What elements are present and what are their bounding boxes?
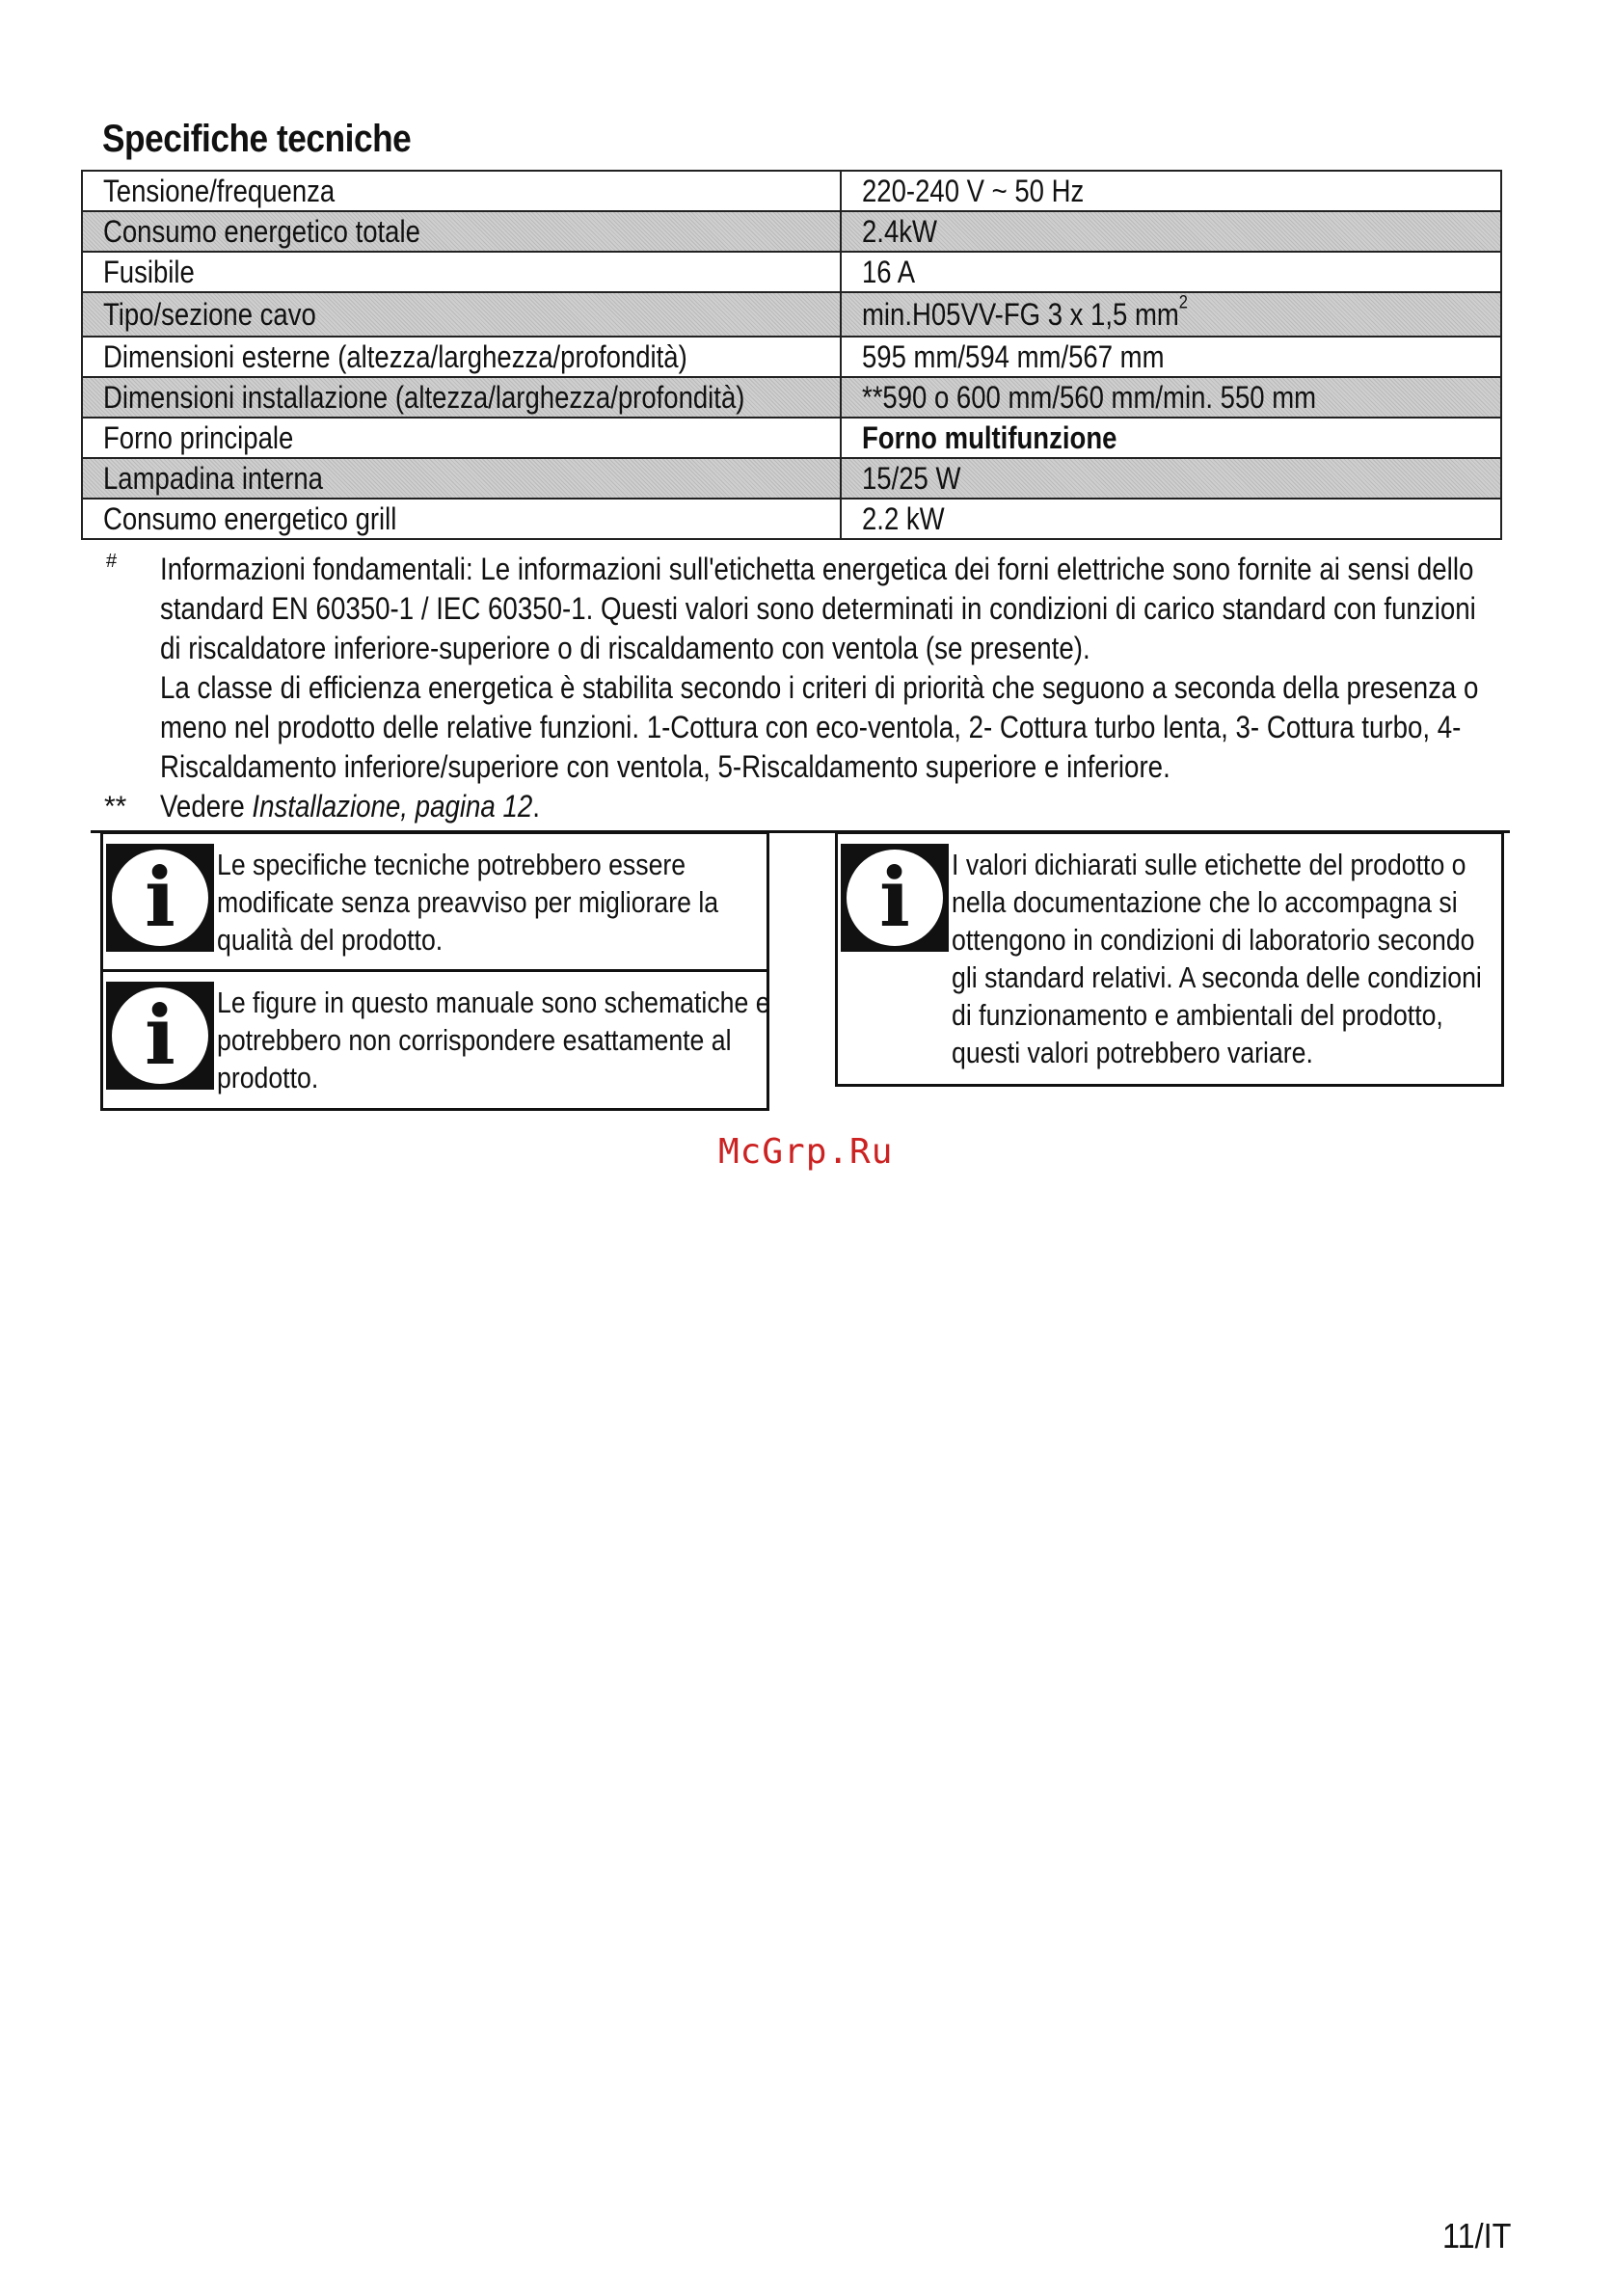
spec-value: 220-240 V ~ 50 Hz <box>841 171 1501 211</box>
spec-value: 15/25 W <box>841 458 1501 499</box>
info-note-text: I valori dichiarati sulle etichette del prodotto o nella documentazione che lo accompagna si ottengono in condizioni di laboratorio secondo gli standard relativi. A seconda delle condizioni di funzionamento e ambientali del prodotto, questi valori potrebbero variare. <box>952 848 1482 1069</box>
spec-value: 16 A <box>841 252 1501 292</box>
info-icon: i <box>106 982 214 1090</box>
footnote-paragraph: Informazioni fondamentali: Le informazioni sull'etichetta energetica dei forni elettriche sono fornite ai sensi dello standard EN 60350-1 / IEC 60350-1. Questi valori sono determinati in condizioni di carico standard con funzioni di riscaldatore inferiore-superiore o di riscaldamento con ventola (se presente). <box>160 552 1476 665</box>
cross-reference: Installazione, pagina 12 <box>252 789 533 824</box>
footnote-mark: ** <box>104 791 127 823</box>
info-icon: i <box>106 844 214 952</box>
spec-label: Consumo energetico grill <box>82 499 841 539</box>
table-row <box>82 211 1501 252</box>
spec-value: min.H05VV-FG 3 x 1,5 $mm^2$ <box>841 292 1501 337</box>
spec-label: Dimensioni installazione (altezza/larghezza/profondità) <box>82 377 841 418</box>
spec-value: 2.2 kW <box>841 499 1501 539</box>
spec-table <box>81 170 1502 540</box>
spec-label: Lampadina interna <box>82 458 841 499</box>
page-title: Specifiche tecniche <box>102 118 412 160</box>
table-row <box>82 337 1501 377</box>
spec-label: Fusibile <box>82 252 841 292</box>
table-row <box>82 171 1501 211</box>
page-number: 11/IT <box>1442 2216 1512 2255</box>
table-row <box>82 252 1501 292</box>
info-box-left <box>100 831 769 1111</box>
info-box-right <box>835 831 1504 1087</box>
info-icon: i <box>841 844 949 952</box>
footnote-mark: # <box>106 551 118 572</box>
spec-value: 595 mm/594 mm/567 mm <box>841 337 1501 377</box>
spec-value: **590 o 600 mm/560 mm/min. 550 mm <box>841 377 1501 418</box>
info-note-text: Le specifiche tecniche potrebbero essere modificate senza preavviso per migliorare la qualità del prodotto. <box>217 848 719 957</box>
footnotes <box>96 550 1514 826</box>
table-row <box>82 499 1501 539</box>
watermark-text: McGrp.Ru <box>718 1132 894 1172</box>
info-note-text: Le figure in questo manuale sono schematiche e potrebbero non corrispondere esattamente al prodotto. <box>217 986 770 1094</box>
table-row <box>82 292 1501 337</box>
table-row <box>82 458 1501 499</box>
footnote-hash <box>96 550 1514 787</box>
table-row <box>82 377 1501 418</box>
spec-label: Tensione/frequenza <box>82 171 841 211</box>
spec-label: Consumo energetico totale <box>82 211 841 252</box>
info-note <box>103 969 770 1105</box>
table-row <box>82 418 1501 458</box>
spec-label: Forno principale <box>82 418 841 458</box>
info-note <box>838 834 1501 1084</box>
spec-value: 2.4kW <box>841 211 1501 252</box>
spec-label: Tipo/sezione cavo <box>82 292 841 337</box>
footnote-paragraph: La classe di efficienza energetica è stabilita secondo i criteri di priorità che seguono a seconda della presenza o meno nel prodotto delle relative funzioni. 1-Cottura con eco-ventola, 2- Cottura turbo lenta, 3- Cottura turbo, 4- Riscaldamento inferiore/superiore con ventola, 5-Riscaldamento superiore e inferiore. <box>160 670 1479 784</box>
spec-value: Forno multifunzione <box>841 418 1501 458</box>
superscript: 2 <box>1178 292 1188 313</box>
spec-label: Dimensioni esterne (altezza/larghezza/profondità) <box>82 337 841 377</box>
footnote-star: ** Vedere Installazione, pagina 12. <box>96 787 1514 826</box>
info-note <box>103 834 767 969</box>
